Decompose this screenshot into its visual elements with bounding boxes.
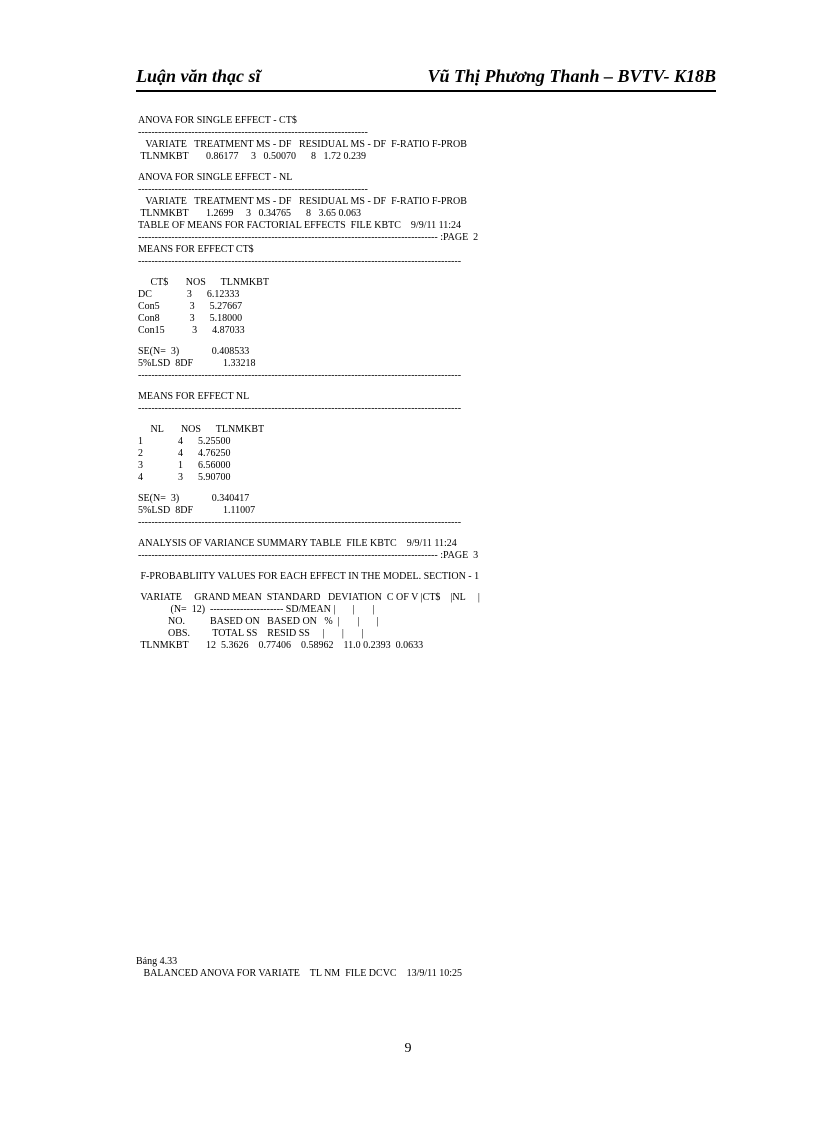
output-line: DC 3 6.12333 [138, 289, 240, 300]
output-line: NO. BASED ON BASED ON % | | | [138, 616, 379, 627]
output-line: TLNMKBT 0.86177 3 0.50070 8 1.72 0.239 [138, 151, 366, 162]
page-header [136, 66, 716, 92]
output-line: CT$ NOS TLNMKBT [138, 277, 269, 288]
output-line: TLNMKBT 1.2699 3 0.34765 8 3.65 0.063 [138, 208, 361, 219]
output-line: VARIATE TREATMENT MS - DF RESIDUAL MS - DF F-RATIO F-PROB [138, 139, 467, 150]
output-line: 5%LSD 8DF 1.11007 [138, 505, 256, 516]
output-line: ------------------------------------------------------------------------------------------ :PAGE 2 [138, 232, 479, 243]
output-line: ------------------------------------------------------------------------------------------------- [138, 517, 462, 528]
output-line: TLNMKBT 12 5.3626 0.77406 0.58962 11.0 0.2393 0.0633 [138, 640, 424, 651]
output-line: 2 4 4.76250 [138, 448, 231, 459]
output-line: NL NOS TLNMKBT [138, 424, 265, 435]
output-line: VARIATE GRAND MEAN STANDARD DEVIATION C OF V |CT$ |NL | [138, 592, 480, 603]
output-line: --------------------------------------------------------------------- [138, 184, 368, 195]
output-line [138, 382, 698, 391]
output-line: ------------------------------------------------------------------------------------------------- [138, 370, 462, 381]
output-line: 1 4 5.25500 [138, 436, 231, 447]
output-line: --------------------------------------------------------------------- [138, 127, 368, 138]
output-line: OBS. TOTAL SS RESID SS | | | [138, 628, 364, 639]
caption-label: Bảng 4.33 [136, 956, 178, 967]
output-line: SE(N= 3) 0.408533 [138, 346, 250, 357]
output-line [138, 415, 698, 424]
output-line [138, 562, 698, 571]
output-line: F-PROBABLIITY VALUES FOR EACH EFFECT IN THE MODEL. SECTION - 1 [138, 571, 480, 582]
output-line: ANOVA FOR SINGLE EFFECT - NL [138, 172, 293, 183]
output-line: MEANS FOR EFFECT CT$ [138, 244, 254, 255]
page-number: 9 [404, 1041, 412, 1056]
output-line: ANALYSIS OF VARIANCE SUMMARY TABLE FILE KBTC 9/9/11 11:24 [138, 538, 457, 549]
output-line: VARIATE TREATMENT MS - DF RESIDUAL MS - DF F-RATIO F-PROB [138, 196, 467, 207]
output-line: SE(N= 3) 0.340417 [138, 493, 250, 504]
output-line: ------------------------------------------------------------------------------------------------- [138, 403, 462, 414]
output-line: ------------------------------------------------------------------------------------------------- [138, 256, 462, 267]
output-line: 3 1 6.56000 [138, 460, 231, 471]
output-line: MEANS FOR EFFECT NL [138, 391, 250, 402]
output-line: ------------------------------------------------------------------------------------------ :PAGE 3 [138, 550, 479, 561]
output-line: 5%LSD 8DF 1.33218 [138, 358, 256, 369]
output-line [138, 529, 698, 538]
output-line [138, 163, 698, 172]
output-line: 4 3 5.90700 [138, 472, 231, 483]
caption-text: BALANCED ANOVA FOR VARIATE TL NM FILE DCVC 13/9/11 10:25 [136, 968, 463, 979]
output-line: Con8 3 5.18000 [138, 313, 243, 324]
output-line: Con5 3 5.27667 [138, 301, 243, 312]
output-line [138, 583, 698, 592]
anova-output-text [138, 115, 698, 652]
output-line [138, 268, 698, 277]
output-line: ANOVA FOR SINGLE EFFECT - CT$ [138, 115, 297, 126]
header-author: Vũ Thị Phương Thanh – BVTV- K18B [427, 66, 716, 86]
output-line: TABLE OF MEANS FOR FACTORIAL EFFECTS FILE KBTC 9/9/11 11:24 [138, 220, 462, 231]
output-line [138, 484, 698, 493]
header-thesis-title: Luận văn thạc sĩ [136, 66, 261, 86]
output-line: Con15 3 4.87033 [138, 325, 245, 336]
output-line: (N= 12) ---------------------- SD/MEAN | | | [138, 604, 375, 615]
output-line [138, 337, 698, 346]
table-caption [136, 956, 462, 980]
